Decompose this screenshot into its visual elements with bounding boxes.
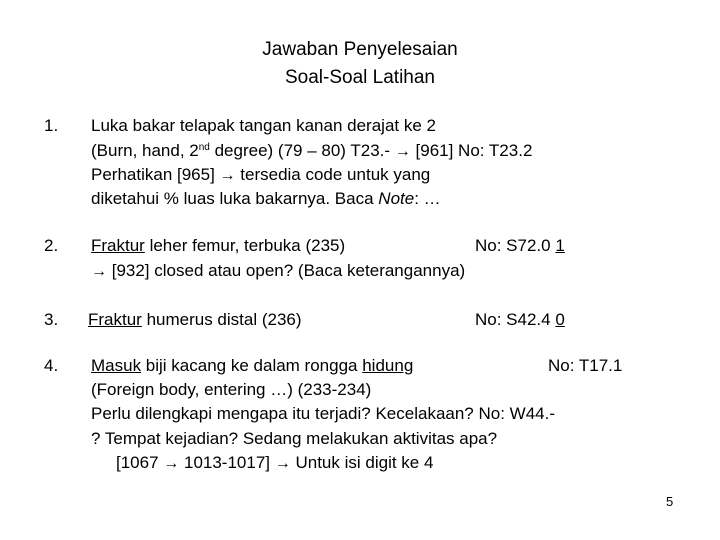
item-number: 4. <box>44 356 59 375</box>
item-line <box>91 236 345 256</box>
slide-title-line-1: Jawaban Penyelesaian <box>262 39 458 60</box>
item-line <box>91 404 555 424</box>
code-underlined-digit: 0 <box>555 310 565 329</box>
line-text: diketahui % luas luka bakarnya. Baca <box>91 189 379 208</box>
line-text: : … <box>414 189 441 208</box>
line-text: Perhatikan [965] <box>91 165 215 184</box>
line-text: tersedia code untuk yang <box>235 165 431 184</box>
superscript-text: nd <box>198 142 210 153</box>
line-text: Luka bakar telapak tangan kanan derajat ke 2 <box>91 116 436 135</box>
line-text: [1067 <box>116 453 164 472</box>
line-text: [932] closed atau open? (Baca keterangannya) <box>107 261 466 280</box>
line-text: leher femur, terbuka (235) <box>144 236 346 255</box>
item-number: 3. <box>44 310 59 329</box>
right-arrow-icon: → <box>394 143 411 160</box>
line-text: degree) (79 – 80) T23.- <box>209 141 391 160</box>
item-line <box>91 189 441 209</box>
right-arrow-icon: → <box>274 455 291 472</box>
item-line <box>91 429 497 449</box>
item-line <box>91 116 436 136</box>
page-number: 5 <box>666 494 674 509</box>
line-text: ? Tempat kejadian? Sedang melakukan aktivitas apa? <box>91 429 498 448</box>
code-text: No: S72.0 <box>475 236 556 255</box>
line-text: humerus distal (236) <box>141 310 302 329</box>
code-text: No: S42.4 <box>475 310 556 329</box>
right-arrow-icon: → <box>219 167 236 184</box>
item-number: 2. <box>44 236 59 255</box>
item-line <box>91 356 413 376</box>
item-line <box>91 141 532 161</box>
item-line <box>88 310 302 330</box>
item-line <box>91 165 430 185</box>
line-text: [961] No: T23.2 <box>410 141 533 160</box>
underlined-term: hidung <box>362 356 414 375</box>
slide-title-line-2: Soal-Soal Latihan <box>285 67 435 88</box>
line-text: (Foreign body, entering …) (233-234) <box>91 380 372 399</box>
code-number: No: T17.1 <box>548 356 623 375</box>
code-number <box>475 236 565 256</box>
item-line <box>116 453 433 473</box>
line-text: 1013-1017] <box>179 453 271 472</box>
underlined-term: Masuk <box>91 356 142 375</box>
right-arrow-icon: → <box>163 455 180 472</box>
code-number <box>475 310 565 330</box>
line-text: Perlu dilengkapi mengapa itu terjadi? Kecelakaan? No: W44.- <box>91 404 555 423</box>
item-line <box>91 380 371 400</box>
line-text: Untuk isi digit ke 4 <box>290 453 434 472</box>
item-number: 1. <box>44 116 59 135</box>
underlined-term: Fraktur <box>91 236 145 255</box>
underlined-term: Fraktur <box>88 310 142 329</box>
item-line <box>91 261 465 281</box>
right-arrow-icon: → <box>91 263 107 280</box>
line-text: (Burn, hand, 2 <box>91 141 199 160</box>
line-text: biji kacang ke dalam rongga <box>141 356 363 375</box>
note-italic-text: Note <box>378 189 415 208</box>
code-underlined-digit: 1 <box>555 236 565 255</box>
